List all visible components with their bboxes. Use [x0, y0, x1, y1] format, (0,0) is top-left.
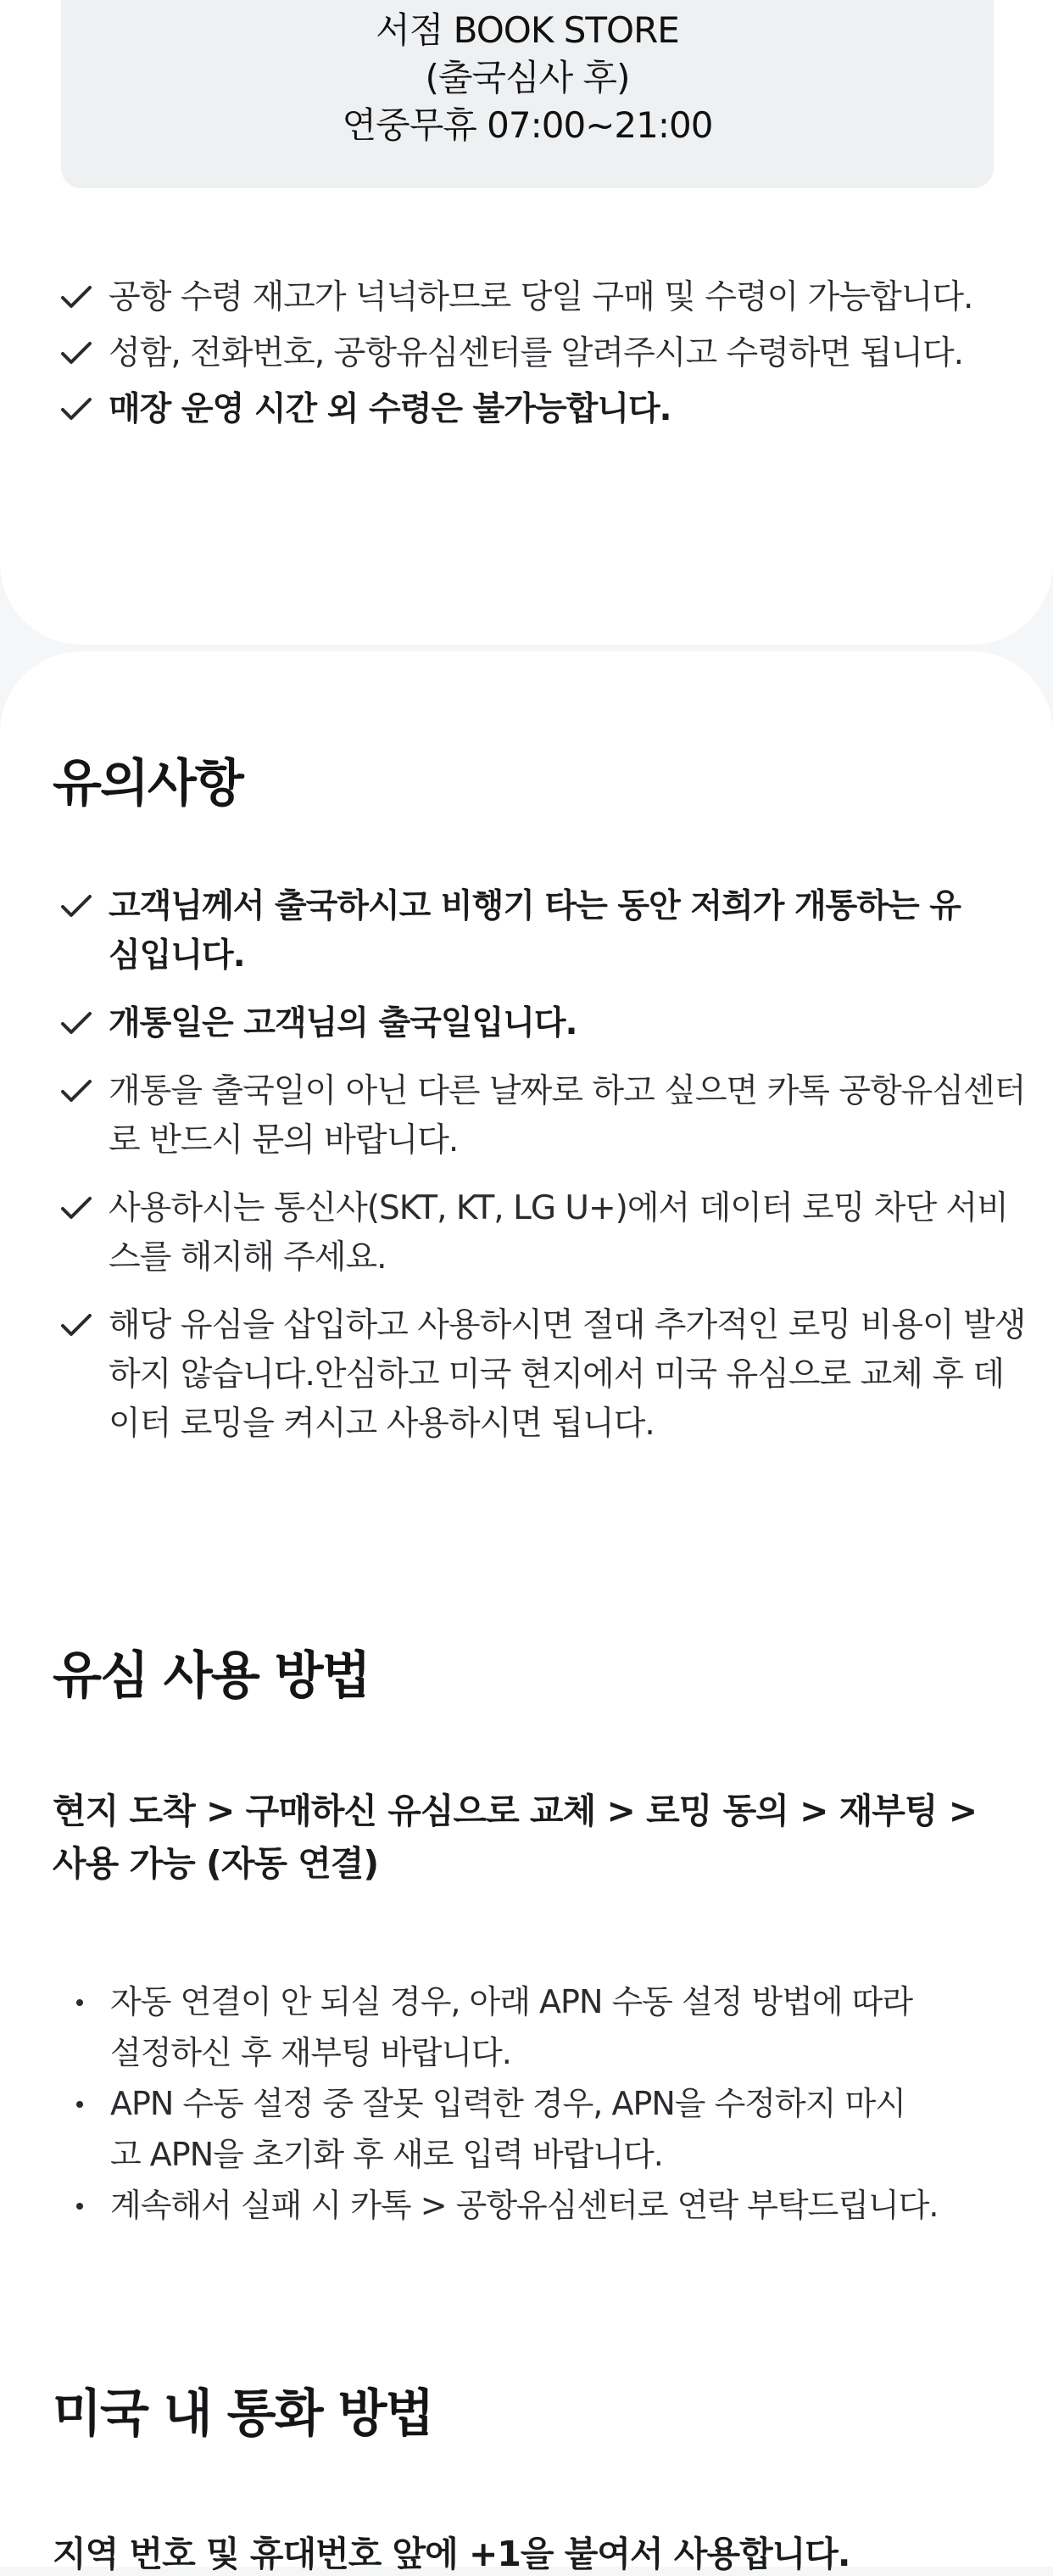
pickup-notes-list: [59, 273, 1000, 434]
check-icon: [59, 1194, 93, 1223]
usage-steps: 현지 도착 > 구매하신 유심으로 교체 > 로밍 동의 > 재부팅 > 사용 가능 (자동 연결): [53, 1791, 978, 1884]
pickup-note-text: 성함, 전화번호, 공항유심센터를 알려주시고 수령하면 됩니다.: [109, 334, 964, 372]
list-item: [76, 1976, 924, 2078]
info-card: [0, 651, 1053, 2574]
usage-title: 유심 사용 방법: [53, 1646, 370, 1706]
store-hours: 연중무휴 07:00~21:00: [342, 104, 713, 146]
list-item: [59, 1301, 1033, 1449]
check-icon: [59, 283, 93, 312]
caution-text: 사용하시는 통신사(SKT, KT, LG U+)에서 데이터 로밍 차단 서비스를 해지해 주세요.: [109, 1189, 1008, 1277]
list-item: [59, 385, 1000, 434]
list-item: [59, 882, 973, 981]
list-item: [59, 329, 999, 378]
check-icon: [59, 339, 93, 368]
usage-bullets: [76, 1976, 1009, 2231]
calling-title: 미국 내 통화 방법: [53, 2384, 433, 2444]
usage-bullet-text: APN 수동 설정 중 잘못 입력한 경우, APN을 수정하지 마시고 APN을 초기화 후 새로 입력 바랍니다.: [110, 2085, 905, 2173]
store-location: (출국심사 후): [425, 57, 630, 98]
calling-text: 지역 번호 및 휴대번호 앞에 +1을 붙여서 사용합니다.: [53, 2534, 850, 2574]
list-item: [76, 2078, 924, 2180]
check-icon: [59, 1077, 93, 1106]
list-item: [59, 999, 1000, 1048]
list-item: [76, 2180, 1009, 2231]
cautions-title: 유의사항: [53, 754, 242, 813]
check-icon: [59, 892, 93, 921]
pickup-note-text: 공항 수령 재고가 넉넉하므로 당일 구매 및 수령이 가능합니다.: [109, 278, 973, 316]
list-item: [59, 1067, 1033, 1165]
pickup-note-text: 매장 운영 시간 외 수령은 불가능합니다.: [109, 390, 671, 428]
caution-text: 개통을 출국일이 아닌 다른 날짜로 하고 싶으면 카톡 공항유심센터로 반드시 문의 바랍니다.: [109, 1072, 1026, 1159]
check-icon: [59, 1311, 93, 1340]
caution-text: 해당 유심을 삽입하고 사용하시면 절대 추가적인 로밍 비용이 발생하지 않습니다.안심하고 미국 현지에서 미국 유심으로 교체 후 데이터 로밍을 켜시고 사용하시면 됩니다.: [109, 1306, 1026, 1443]
store-info-box: [61, 0, 994, 188]
bullet-icon: [76, 2203, 83, 2210]
check-icon: [59, 395, 93, 424]
bullet-icon: [76, 2101, 83, 2108]
caution-text: 고객님께서 출국하시고 비행기 타는 동안 저희가 개통하는 유심입니다.: [109, 887, 961, 975]
cautions-list: [59, 882, 1026, 1449]
check-icon: [59, 1009, 93, 1038]
list-item: [59, 1184, 1033, 1282]
store-name: 서점 BOOK STORE: [376, 9, 679, 51]
list-item: [59, 273, 999, 322]
caution-text: 개통일은 고객님의 출국일입니다.: [109, 1004, 577, 1042]
pickup-card: [0, 0, 1053, 645]
bullet-icon: [76, 1999, 83, 2006]
usage-bullet-text: 계속해서 실패 시 카톡 > 공항유심센터로 연락 부탁드립니다.: [110, 2187, 939, 2224]
usage-bullet-text: 자동 연결이 안 되실 경우, 아래 APN 수동 설정 방법에 따라 설정하신 후 재부팅 바랍니다.: [110, 1983, 913, 2071]
